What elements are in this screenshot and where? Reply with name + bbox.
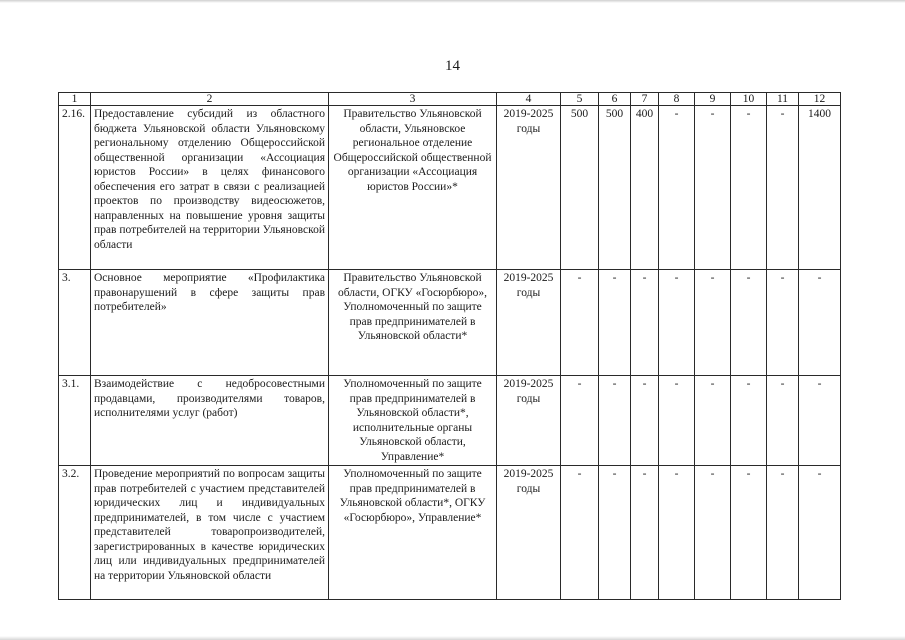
row-period: 2019-2025 годы: [497, 270, 561, 376]
row-value: -: [561, 270, 599, 376]
row-value: 500: [599, 106, 631, 270]
row-value: -: [731, 376, 767, 466]
row-number: 3.1.: [59, 376, 91, 466]
header-cell: 2: [91, 93, 329, 106]
row-value: -: [631, 466, 659, 600]
row-value: -: [695, 466, 731, 600]
row-period: 2019-2025 годы: [497, 466, 561, 600]
row-number: 2.16.: [59, 106, 91, 270]
row-value: -: [631, 376, 659, 466]
header-cell: 10: [731, 93, 767, 106]
row-organization: Правительство Ульяновской области, Ульяновское региональное отделение Общероссийской общественной организации «Ассоциация юристов России»*: [329, 106, 497, 270]
header-cell: 11: [767, 93, 799, 106]
row-value: -: [695, 270, 731, 376]
row-value: -: [767, 270, 799, 376]
row-value: -: [799, 466, 841, 600]
row-description: Взаимодействие с недобросовестными продавцами, производителями товаров, исполнителями услуг (работ): [91, 376, 329, 466]
row-value: -: [599, 376, 631, 466]
row-description: Предоставление субсидий из областного бюджета Ульяновской области Ульяновскому региональному отделению Общероссийской общественной организации «Ассоциация юристов России» в целях финансового обеспечения его затрат в связи с реализацией проектов по производству видеосюжетов, направленных на повышение уровня защиты прав потребителей на территории Ульяновской области: [91, 106, 329, 270]
header-cell: 6: [599, 93, 631, 106]
header-cell: 4: [497, 93, 561, 106]
header-cell: 7: [631, 93, 659, 106]
row-organization: Правительство Ульяновской области, ОГКУ «Госюрбюро», Уполномоченный по защите прав предпринимателей в Ульяновской области*: [329, 270, 497, 376]
row-value: -: [659, 106, 695, 270]
row-value: -: [659, 376, 695, 466]
header-cell: 9: [695, 93, 731, 106]
row-value: -: [767, 106, 799, 270]
row-value: -: [599, 270, 631, 376]
row-organization: Уполномоченный по защите прав предпринимателей в Ульяновской области*, ОГКУ «Госюрбюро», Управление*: [329, 466, 497, 600]
table-row: [59, 466, 841, 600]
table-header-row: [59, 93, 841, 106]
row-period: 2019-2025 годы: [497, 376, 561, 466]
row-value: -: [799, 270, 841, 376]
page-number: 14: [445, 58, 460, 74]
program-measures-table: [58, 92, 841, 600]
row-number: 3.: [59, 270, 91, 376]
row-description: Основное мероприятие «Профилактика правонарушений в сфере защиты прав потребителей»: [91, 270, 329, 376]
row-value: -: [659, 270, 695, 376]
row-value: -: [561, 466, 599, 600]
row-number: 3.2.: [59, 466, 91, 600]
header-cell: 8: [659, 93, 695, 106]
row-value: -: [767, 376, 799, 466]
row-value: -: [561, 376, 599, 466]
row-value: -: [767, 466, 799, 600]
scan-edge-bottom: [0, 636, 905, 640]
header-cell: 3: [329, 93, 497, 106]
table-row: [59, 270, 841, 376]
table-row: [59, 376, 841, 466]
table-row: [59, 106, 841, 270]
row-value: -: [659, 466, 695, 600]
header-cell: 12: [799, 93, 841, 106]
header-cell: 5: [561, 93, 599, 106]
row-value: -: [695, 376, 731, 466]
row-description: Проведение мероприятий по вопросам защиты прав потребителей с участием представителей юридических лиц и индивидуальных предпринимателей, в том числе с участием представителей товаропроизводителей, зарегистрированных в качестве юридических лиц или индивидуальных предпринимателей на территории Ульяновской области: [91, 466, 329, 600]
row-organization: Уполномоченный по защите прав предпринимателей в Ульяновской области*, исполнительные органы Ульяновской области, Управление*: [329, 376, 497, 466]
header-cell: 1: [59, 93, 91, 106]
row-value: -: [695, 106, 731, 270]
row-value: 400: [631, 106, 659, 270]
row-value: 1400: [799, 106, 841, 270]
scan-edge-top: [0, 0, 905, 3]
row-value: -: [799, 376, 841, 466]
row-value: -: [599, 466, 631, 600]
row-value: 500: [561, 106, 599, 270]
row-value: -: [731, 270, 767, 376]
row-value: -: [731, 106, 767, 270]
row-value: -: [731, 466, 767, 600]
row-value: -: [631, 270, 659, 376]
row-period: 2019-2025 годы: [497, 106, 561, 270]
